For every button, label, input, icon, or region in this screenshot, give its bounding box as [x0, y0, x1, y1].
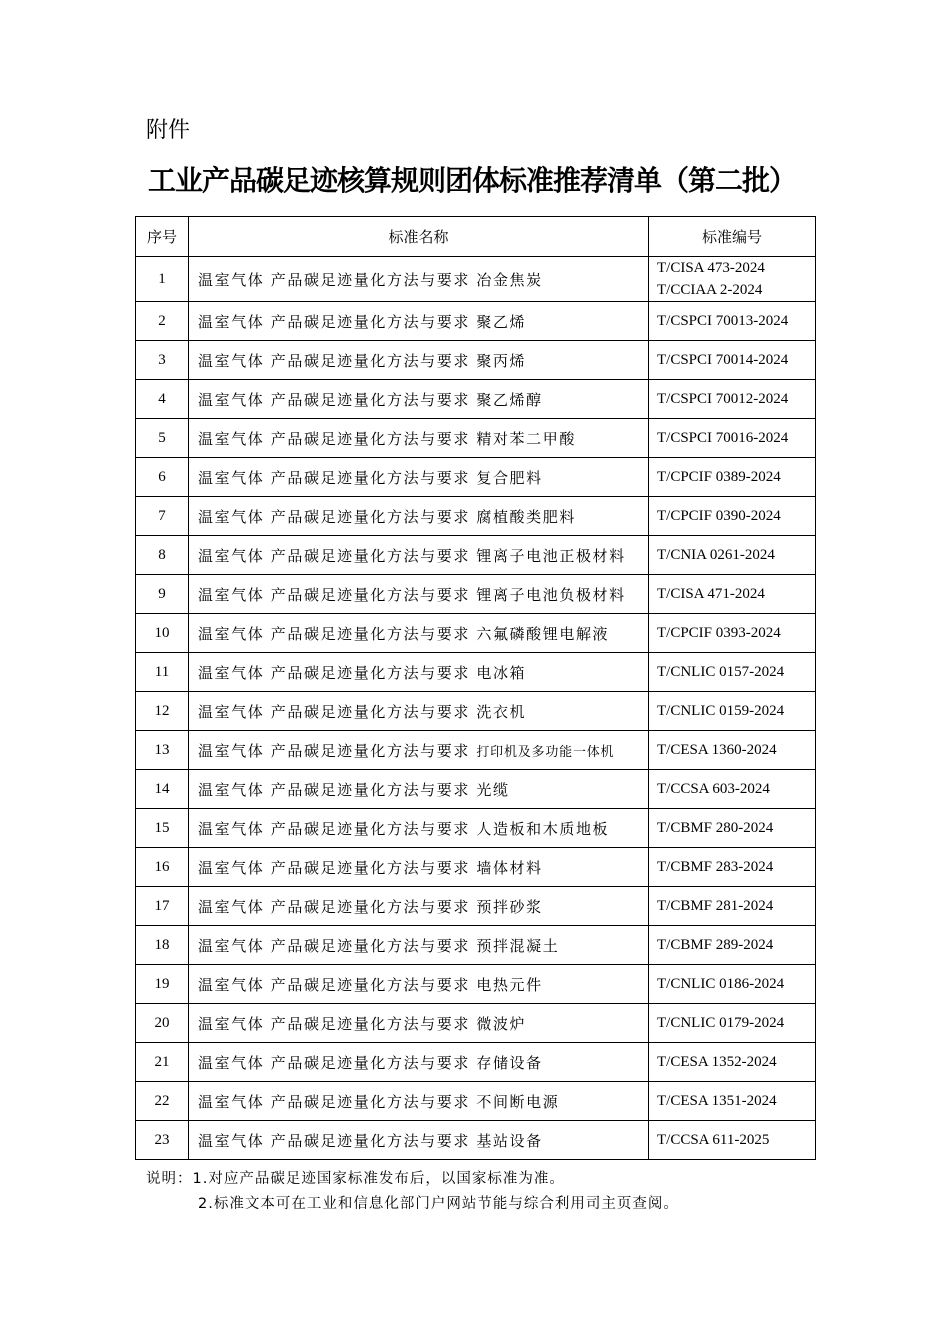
standard-code-line: T/CPCIF 0389-2024	[657, 469, 781, 485]
row-standard-name	[189, 302, 649, 341]
row-standard-code	[649, 809, 816, 848]
row-seq: 10	[136, 614, 189, 653]
note-item-1: 1.对应产品碳足迹国家标准发布后，以国家标准为准。	[192, 1171, 565, 1187]
table-row	[136, 887, 816, 926]
table-row	[136, 848, 816, 887]
row-standard-name	[189, 887, 649, 926]
standard-code-line: T/CISA 471-2024	[657, 586, 765, 602]
row-standard-code	[649, 302, 816, 341]
row-standard-name	[189, 809, 649, 848]
table-row	[136, 809, 816, 848]
standard-code-line: T/CCSA 611-2025	[657, 1132, 770, 1148]
row-standard-name	[189, 1043, 649, 1082]
standard-name-prefix: 温室气体 产品碳足迹量化方法与要求	[198, 897, 470, 916]
note-item-2: 2.标准文本可在工业和信息化部门户网站节能与综合利用司主页查阅。	[198, 1196, 679, 1212]
row-standard-code	[649, 848, 816, 887]
standard-name-prefix: 温室气体 产品碳足迹量化方法与要求	[198, 1092, 470, 1111]
standard-name-product: 存储设备	[476, 1053, 543, 1072]
row-seq: 6	[136, 458, 189, 497]
row-standard-name	[189, 848, 649, 887]
row-standard-code	[649, 614, 816, 653]
header-seq: 序号	[136, 217, 189, 257]
row-seq: 19	[136, 965, 189, 1004]
row-seq: 8	[136, 536, 189, 575]
standard-name-product: 冶金焦炭	[476, 270, 543, 289]
standard-name-product: 锂离子电池正极材料	[476, 546, 626, 565]
standard-code-line: T/CPCIF 0393-2024	[657, 625, 781, 641]
row-seq: 4	[136, 380, 189, 419]
standard-code-line: T/CBMF 281-2024	[657, 898, 774, 914]
standard-code-line: T/CESA 1360-2024	[657, 742, 777, 758]
standard-code-line: T/CPCIF 0390-2024	[657, 508, 781, 524]
standard-name-product: 复合肥料	[476, 468, 543, 487]
standard-name-prefix: 温室气体 产品碳足迹量化方法与要求	[198, 270, 470, 289]
standard-name-product: 不间断电源	[476, 1092, 560, 1111]
table-header-row	[136, 217, 816, 257]
row-standard-name	[189, 536, 649, 575]
row-seq: 5	[136, 419, 189, 458]
table-row	[136, 419, 816, 458]
standard-code-line: T/CCSA 603-2024	[657, 781, 770, 797]
row-standard-code	[649, 497, 816, 536]
standard-code-line: T/CESA 1351-2024	[657, 1093, 777, 1109]
standard-code-line: T/CBMF 289-2024	[657, 937, 774, 953]
row-standard-code	[649, 380, 816, 419]
standard-code-line: T/CISA 473-2024	[657, 260, 765, 276]
standard-name-prefix: 温室气体 产品碳足迹量化方法与要求	[198, 780, 470, 799]
row-standard-name	[189, 1121, 649, 1160]
table-body	[136, 257, 816, 1160]
notes	[146, 1167, 679, 1217]
standard-name-product: 光缆	[476, 780, 510, 799]
table-row	[136, 965, 816, 1004]
standard-name-product: 聚丙烯	[476, 351, 527, 370]
table-row	[136, 497, 816, 536]
standard-name-prefix: 温室气体 产品碳足迹量化方法与要求	[198, 507, 470, 526]
standard-name-product: 锂离子电池负极材料	[476, 585, 626, 604]
row-standard-name	[189, 458, 649, 497]
standard-name-prefix: 温室气体 产品碳足迹量化方法与要求	[198, 975, 470, 994]
row-standard-name	[189, 380, 649, 419]
table-row	[136, 770, 816, 809]
standard-code-line: T/CNIA 0261-2024	[657, 547, 775, 563]
table-row	[136, 653, 816, 692]
row-standard-code	[649, 770, 816, 809]
header-name: 标准名称	[189, 217, 649, 257]
standard-code-line: T/CNLIC 0179-2024	[657, 1015, 785, 1031]
note-row-2	[146, 1192, 679, 1217]
table-row	[136, 926, 816, 965]
row-standard-name	[189, 575, 649, 614]
row-seq: 23	[136, 1121, 189, 1160]
standard-name-prefix: 温室气体 产品碳足迹量化方法与要求	[198, 819, 470, 838]
table-row	[136, 1082, 816, 1121]
row-standard-name	[189, 614, 649, 653]
standard-name-prefix: 温室气体 产品碳足迹量化方法与要求	[198, 1014, 470, 1033]
standard-name-prefix: 温室气体 产品碳足迹量化方法与要求	[198, 390, 470, 409]
standard-name-product: 微波炉	[476, 1014, 527, 1033]
header-code: 标准编号	[649, 217, 816, 257]
row-standard-code	[649, 1121, 816, 1160]
standard-name-prefix: 温室气体 产品碳足迹量化方法与要求	[198, 663, 470, 682]
standard-name-prefix: 温室气体 产品碳足迹量化方法与要求	[198, 1131, 470, 1150]
table-row	[136, 1043, 816, 1082]
standard-name-prefix: 温室气体 产品碳足迹量化方法与要求	[198, 936, 470, 955]
row-standard-name	[189, 653, 649, 692]
row-seq: 7	[136, 497, 189, 536]
standard-name-product: 六氟磷酸锂电解液	[476, 624, 610, 643]
row-standard-name	[189, 692, 649, 731]
standard-name-product: 基站设备	[476, 1131, 543, 1150]
standard-name-product: 电冰箱	[476, 663, 527, 682]
table-row	[136, 302, 816, 341]
standard-name-prefix: 温室气体 产品碳足迹量化方法与要求	[198, 741, 470, 760]
standard-name-prefix: 温室气体 产品碳足迹量化方法与要求	[198, 546, 470, 565]
row-seq: 22	[136, 1082, 189, 1121]
row-standard-code	[649, 575, 816, 614]
standard-name-prefix: 温室气体 产品碳足迹量化方法与要求	[198, 312, 470, 331]
row-seq: 18	[136, 926, 189, 965]
table-row	[136, 380, 816, 419]
row-standard-name	[189, 1082, 649, 1121]
row-standard-code	[649, 926, 816, 965]
row-standard-name	[189, 419, 649, 458]
row-standard-name	[189, 965, 649, 1004]
standard-name-prefix: 温室气体 产品碳足迹量化方法与要求	[198, 858, 470, 877]
standard-name-product: 预拌砂浆	[476, 897, 543, 916]
row-seq: 12	[136, 692, 189, 731]
row-seq: 1	[136, 257, 189, 302]
standard-name-product: 打印机及多功能一体机	[476, 744, 615, 760]
row-seq: 11	[136, 653, 189, 692]
standard-name-prefix: 温室气体 产品碳足迹量化方法与要求	[198, 624, 470, 643]
standard-name-prefix: 温室气体 产品碳足迹量化方法与要求	[198, 351, 470, 370]
row-seq: 9	[136, 575, 189, 614]
standards-table	[135, 216, 816, 1160]
note-row-1	[146, 1167, 679, 1192]
table-row	[136, 257, 816, 302]
row-standard-code	[649, 692, 816, 731]
row-standard-code	[649, 458, 816, 497]
standard-name-prefix: 温室气体 产品碳足迹量化方法与要求	[198, 468, 470, 487]
standard-name-product: 墙体材料	[476, 858, 543, 877]
standard-code-line: T/CSPCI 70013-2024	[657, 313, 789, 329]
row-seq: 15	[136, 809, 189, 848]
row-standard-name	[189, 341, 649, 380]
row-standard-code	[649, 1004, 816, 1043]
row-seq: 17	[136, 887, 189, 926]
table-row	[136, 614, 816, 653]
row-standard-name	[189, 497, 649, 536]
standard-name-product: 腐植酸类肥料	[476, 507, 576, 526]
table-row	[136, 1004, 816, 1043]
standard-code-line: T/CBMF 283-2024	[657, 859, 774, 875]
table-row	[136, 341, 816, 380]
row-standard-code	[649, 257, 816, 302]
notes-label: 说明：	[146, 1171, 193, 1187]
row-seq: 2	[136, 302, 189, 341]
standard-code-line: T/CNLIC 0186-2024	[657, 976, 785, 992]
standard-name-product: 电热元件	[476, 975, 543, 994]
standard-code-line: T/CNLIC 0159-2024	[657, 703, 785, 719]
standard-name-product: 洗衣机	[476, 702, 527, 721]
row-standard-code	[649, 731, 816, 770]
row-standard-code	[649, 965, 816, 1004]
table-row	[136, 575, 816, 614]
row-standard-code	[649, 1082, 816, 1121]
standard-name-product: 预拌混凝土	[476, 936, 560, 955]
row-seq: 21	[136, 1043, 189, 1082]
row-standard-name	[189, 770, 649, 809]
standard-name-product: 聚乙烯	[476, 312, 527, 331]
standard-name-prefix: 温室气体 产品碳足迹量化方法与要求	[198, 429, 470, 448]
table-row	[136, 1121, 816, 1160]
row-standard-code	[649, 341, 816, 380]
table-row	[136, 692, 816, 731]
standard-name-product: 精对苯二甲酸	[476, 429, 576, 448]
row-standard-code	[649, 536, 816, 575]
row-seq: 13	[136, 731, 189, 770]
row-standard-code	[649, 1043, 816, 1082]
row-seq: 14	[136, 770, 189, 809]
standard-code-line: T/CESA 1352-2024	[657, 1054, 777, 1070]
document-title: 工业产品碳足迹核算规则团体标准推荐清单（第二批）	[148, 164, 797, 197]
row-standard-name	[189, 731, 649, 770]
row-standard-name	[189, 1004, 649, 1043]
attachment-label: 附件	[146, 118, 191, 143]
standard-code-line: T/CNLIC 0157-2024	[657, 664, 785, 680]
standard-code-line: T/CSPCI 70012-2024	[657, 391, 789, 407]
standard-code-line: T/CCIAA 2-2024	[657, 282, 763, 298]
row-seq: 16	[136, 848, 189, 887]
table-row	[136, 731, 816, 770]
standard-name-prefix: 温室气体 产品碳足迹量化方法与要求	[198, 1053, 470, 1072]
row-standard-name	[189, 257, 649, 302]
row-standard-name	[189, 926, 649, 965]
standard-name-prefix: 温室气体 产品碳足迹量化方法与要求	[198, 702, 470, 721]
table-row	[136, 458, 816, 497]
standard-code-line: T/CSPCI 70016-2024	[657, 430, 789, 446]
row-seq: 3	[136, 341, 189, 380]
standard-code-line: T/CSPCI 70014-2024	[657, 352, 789, 368]
row-standard-code	[649, 653, 816, 692]
row-standard-code	[649, 419, 816, 458]
standard-name-product: 人造板和木质地板	[476, 819, 610, 838]
row-standard-code	[649, 887, 816, 926]
standard-name-product: 聚乙烯醇	[476, 390, 543, 409]
standard-code-line: T/CBMF 280-2024	[657, 820, 774, 836]
row-seq: 20	[136, 1004, 189, 1043]
table-row	[136, 536, 816, 575]
standard-name-prefix: 温室气体 产品碳足迹量化方法与要求	[198, 585, 470, 604]
